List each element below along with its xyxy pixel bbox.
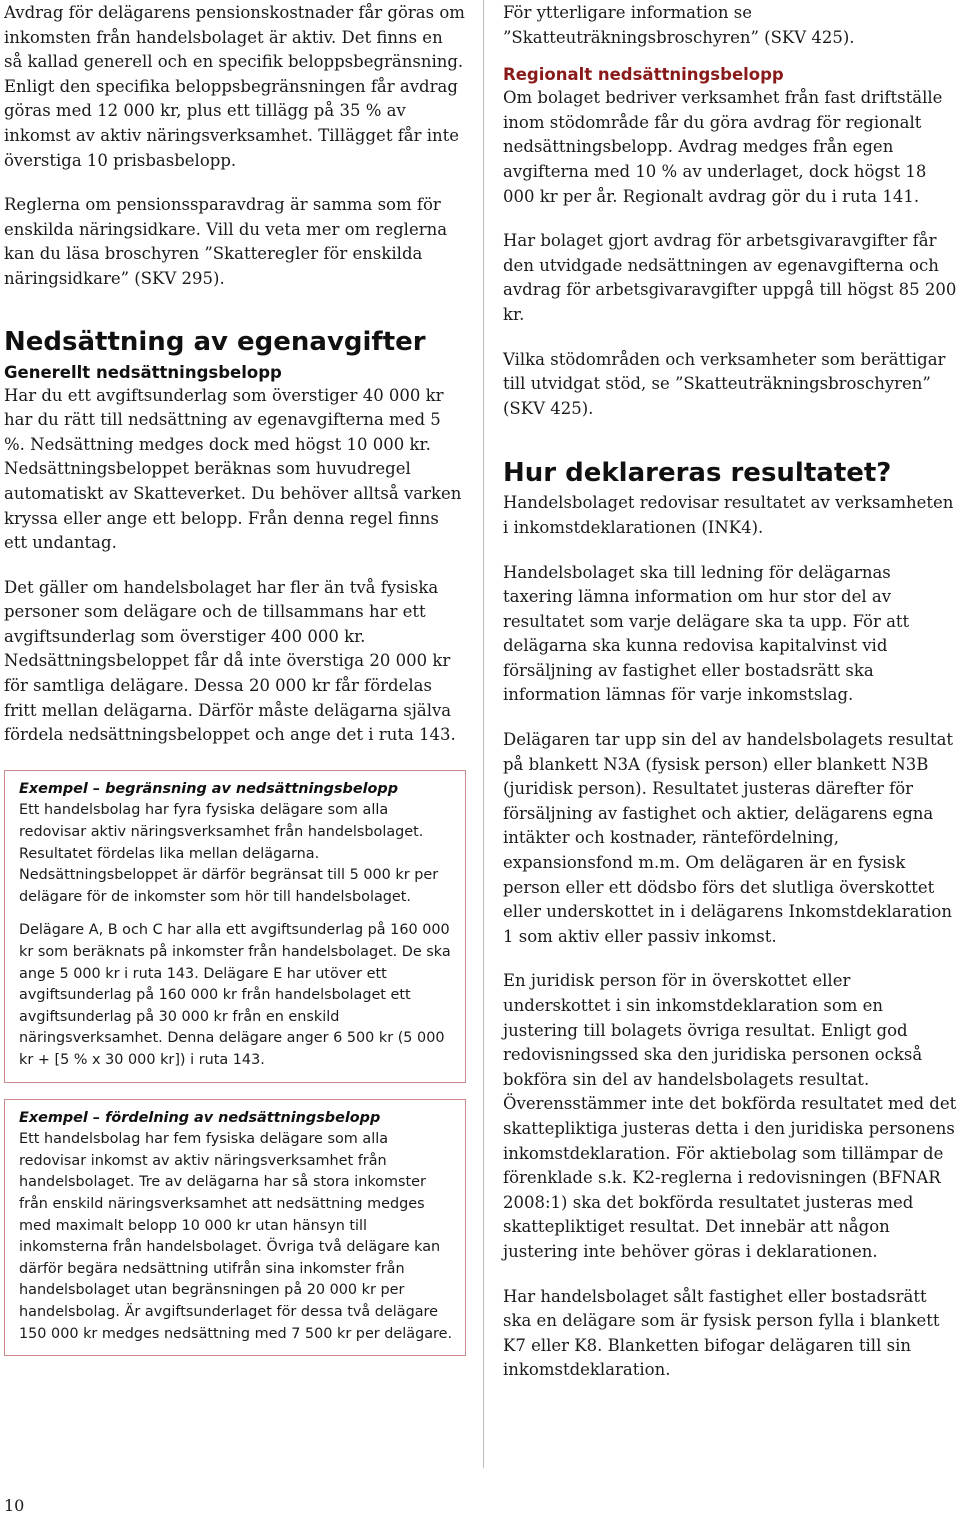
column-divider: [483, 0, 484, 1468]
example-box-paragraph: Ett handelsbolag har fyra fysiska delägare som alla redovisar aktiv näringsverksamhet från handelsbolaget. Resultatet fördelas lika mellan delägarna. Nedsättningsbeloppet är därför begränsat till 5 000 kr per delägare för de inkomster som hör till handelsbolaget.: [19, 802, 439, 905]
subheading-regionalt: Regionalt nedsättningsbelopp: [503, 65, 784, 85]
example-box-paragraph: Delägare A, B och C har alla ett avgiftsunderlag på 160 000 kr som beräknats på inkomster från handelsbolaget. De ska ange 5 000 kr i ruta 143. Delägare E har utöver ett avgiftsunderlag på 160 000 kr från handelsbolaget ett avgiftsunderlag på 30 000 kr från en enskild näringsverksamhet. Denna delägare anger 6 500 kr (5 000 kr + [5 % x 30 000 kr]) i ruta 143.: [19, 922, 451, 1068]
example-box-fordelning: [4, 1099, 466, 1357]
example-box-paragraph: Ett handelsbolag har fem fysiska delägare som alla redovisar inkomst av aktiv näringsverksamhet från handelsbolaget. Tre av delägarna har så stora inkomster från enskild näringsverksamhet att nedsättning medges med maximalt belopp 10 000 kr utan hänsyn till inkomsterna från handelsbolaget. Övriga två delägare kan därför begära nedsättning utifrån sina inkomster från handelsbolaget utan begränsningen på 20 000 kr per handelsbolag. Är avgiftsunderlaget för dessa två delägare 150 000 kr medges nedsättning med 7 500 kr per delägare.: [19, 1131, 453, 1342]
section-heading-deklareras: Hur deklareras resultatet?: [503, 458, 892, 489]
n3a-paragraph: Delägaren tar upp sin del av handelsbolagets resultat på blankett N3A (fysisk person) eller blankett N3B (juridisk person). Resultatet justeras därefter för försäljning av fastighet och aktier, delägarens egna intäkter och kostnader, räntefördelning, expansionsfond m.m. Om delägaren är en fysisk person eller ett dödsbo förs det slutliga överskottet eller underskottet in i delägarens Inkomstdeklaration 1 som aktiv eller passiv inkomst.: [503, 730, 954, 946]
example-box-title: Exempel – begränsning av nedsättningsbelopp: [19, 780, 399, 797]
stodomraden-paragraph: Vilka stödområden och verksamheter som berättigar till utvidgat stöd, se ”Skatteuträkningsbroschyren” (SKV 425).: [503, 349, 946, 418]
undantag-paragraph: Det gäller om handelsbolaget har fler än två fysiska personer som delägare och de tillsammans har ett avgiftsunderlag som överstiger 400 000 kr. Nedsättningsbeloppet får då inte överstiga 20 000 kr för samtliga delägare. Dessa 20 000 kr får fördelas fritt mellan delägarna. Därför måste delägarna själva fördela nedsättningsbeloppet och ange det i ruta 143.: [4, 577, 456, 745]
example-box-title: Exempel – fördelning av nedsättningsbelopp: [19, 1109, 381, 1126]
juridisk-person-paragraph: En juridisk person för in överskottet eller underskottet i sin inkomstdeklaration som en justering till bolagets övriga resultat. Enligt god redovisningssed ska den juridiska personen också bokföra sin del av handelsbolagets resultat. Överensstämmer inte det bokförda resultatet med det skattepliktiga justeras detta i den juridiska personens inkomstdeklaration. För aktiebolag som tillämpar de förenklade s.k. K2-reglerna i redovisningen (BFNAR 2008:1) ska det bokförda resultatet justeras med skattepliktiget resultat. Det innebär att någon justering inte behöver göras i deklarationen.: [503, 971, 957, 1261]
regionalt-paragraph: Om bolaget bedriver verksamhet från fast driftställe inom stödområde får du göra avdrag för regionalt nedsättningsbelopp. Avdrag medges från egen avgifterna med 10 % av underlaget, dock högst 18 000 kr per år. Regionalt avdrag gör du i ruta 141.: [503, 88, 943, 206]
left-column: [4, 0, 466, 1356]
example-box-begransning: [4, 770, 466, 1083]
section-heading-egenavgifter: Nedsättning av egenavgifter: [4, 326, 426, 357]
page-number: 10: [4, 1496, 25, 1515]
subheading-generellt: Generellt nedsättningsbelopp: [4, 362, 282, 382]
generellt-paragraph: Har du ett avgiftsunderlag som överstiger 40 000 kr har du rätt till nedsättning av egenavgifterna med 5 %. Nedsättning medges dock med högst 10 000 kr. Nedsättningsbeloppet beräknas som huvudregel automatiskt av Skatteverket. Du behöver alltså varken kryssa eller ange ett belopp. Från denna regel finns ett undantag.: [4, 385, 462, 553]
more-info-paragraph: För ytterligare information se ”Skatteuträkningsbroschyren” (SKV 425).: [503, 3, 855, 47]
taxering-paragraph: Handelsbolaget ska till ledning för delägarnas taxering lämna information om hur stor del av resultatet som varje delägare ska ta upp. För att delägarna ska kunna redovisa kapitalvinst vid försäljning av fastighet eller bostadsrätt ska information lämnas för varje inkomstslag.: [503, 562, 910, 705]
ink4-paragraph: Handelsbolaget redovisar resultatet av verksamheten i inkomstdeklarationen (INK4).: [503, 493, 954, 537]
pension-rules-paragraph: Reglerna om pensionssparavdrag är samma som för enskilda näringsidkare. Vill du veta mer om reglerna kan du läsa broschyren ”Skatteregler för enskilda näringsidkare” (SKV 295).: [4, 195, 448, 288]
right-column: [503, 0, 958, 1383]
fastighet-paragraph: Har handelsbolaget sålt fastighet eller bostadsrätt ska en delägare som är fysisk person fylla i blankett K7 eller K8. Blanketten bifogar delägaren till sin inkomstdeklaration.: [503, 1286, 940, 1380]
pension-paragraph: Avdrag för delägarens pensionskostnader får göras om inkomsten från handelsbolaget är aktiv. Det finns en så kallad generell och en specifik beloppsbegränsning. Enligt den specifika beloppsbegränsningen får avdrag göras med 12 000 kr, plus ett tillägg på 35 % av inkomst av aktiv näringsverksamhet. Tillägget får inte överstiga 10 prisbasbelopp.: [4, 3, 465, 170]
arbetsgivaravgifter-paragraph: Har bolaget gjort avdrag för arbetsgivaravgifter får den utvidgade nedsättningen av egenavgifterna och avdrag för arbetsgivaravgifter uppgå till högst 85 200 kr.: [503, 231, 957, 324]
